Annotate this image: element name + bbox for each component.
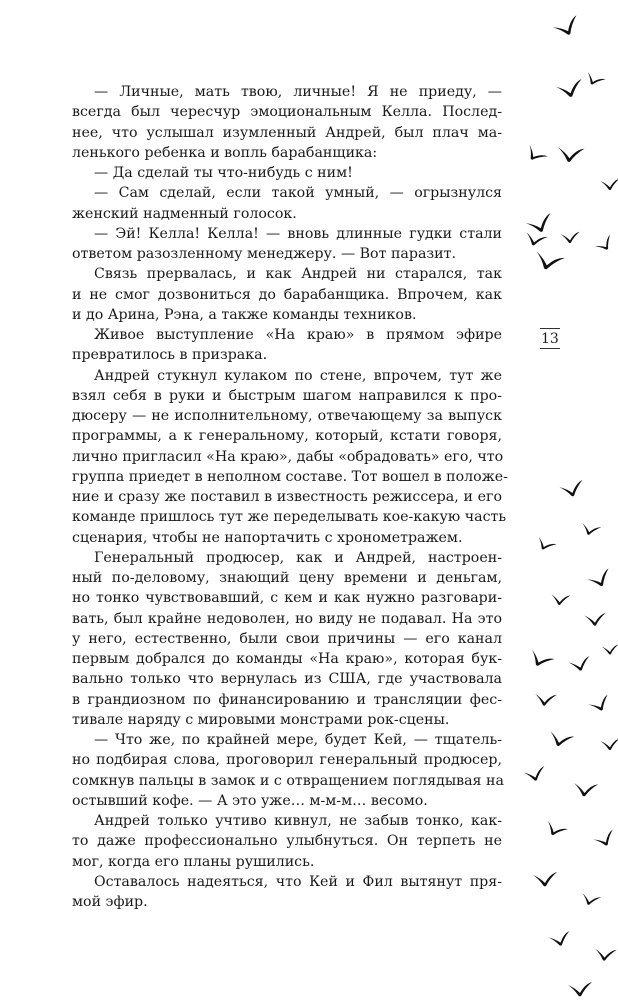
bird-icon [600,179,618,190]
bird-icon [533,872,557,886]
text-line: но подбирая слова, проговорил генеральный продюсер, [72,752,502,769]
bird-icon [552,15,582,39]
text-line: превратилось в призрака. [72,347,268,364]
text-line: — Личные, мать твою, личные! Я не приеду, — [94,84,502,100]
bird-icon [550,592,571,607]
text-line: в грандиозном по финансированию и трансляции фес- [72,691,502,708]
text-line: но тонко чувствовавший, с кем и как нужно разговари- [72,590,502,607]
page-number: 13 [540,328,560,349]
bird-icon [555,79,584,99]
bird-icon [548,931,572,947]
text-line: Генеральный продюсер, как и Андрей, настроен- [94,549,502,566]
bird-icon [602,644,618,654]
text-line: группа приедет в неполном составе. Тот вошел в положе- [72,468,508,485]
text-line: и до Арина, Рэна, а также команды техников. [72,306,417,323]
bird-icon [526,647,554,671]
text-line: — Сам сделай, если такой умный, — огрызнулся [94,185,502,202]
text-line: взял себя в руки и быстрым шагом направился к про- [72,387,502,404]
bird-icon [592,830,617,850]
bird-icon [583,70,605,90]
text-line: ленького ребенка и вопль барабанщика: [72,144,378,161]
bird-icon [584,613,606,626]
text-line: нее, что услышал изумленный Андрей, был плач ма- [72,124,502,141]
text-line: тивале наряду с мировыми монстрами рок-сцены. [72,711,450,728]
bird-icon [568,656,592,672]
bird-icon [568,982,592,996]
text-line: ответом разозленному менеджеру. — Вот паразит. [72,246,456,262]
bird-icon [523,230,548,250]
bird-icon [525,213,555,235]
body-text [72,82,508,912]
bird-icon [556,144,585,164]
bird-icon [532,248,565,274]
text-line: программы, а к генеральному, который, кстати говоря, [72,428,502,445]
text-line: первым добрался до команды «На краю», которая бук- [72,651,502,667]
text-line: — Да сделай ты что-нибудь с ним! [94,165,353,181]
text-line: ние и сразу же поставил в известность режиссера, и его [72,489,502,505]
text-line: дюсеру — не исполнительному, отвечающему за выпуск [72,408,502,424]
text-line: команде пришлось тут же переделывать кое-какую часть [72,509,507,526]
text-line: Живое выступление «На краю» в прямом эфире [94,327,502,343]
bird-icon [559,480,585,498]
text-line: — Эй! Келла! Келла! — вновь длинные гудки стали [94,225,502,242]
bird-icon [586,568,613,590]
text-line: всегда был чересчур эмоциональным Келла. Послед- [72,104,502,121]
text-line: остывший кофе. — А это уже… м-м-м… весомо. [72,792,428,809]
text-line: мой эфир. [72,894,148,910]
text-line: ный по-деловому, знающий цену времени и деньгам, [72,570,502,586]
bird-icon [593,235,615,255]
bird-icon [523,766,547,782]
bird-icon [560,232,579,243]
bird-icon [547,728,574,750]
bird-icon [600,739,618,750]
text-line: — Что же, по крайней мере, будет Кей, — тщатель- [94,732,502,748]
text-line: Оставалось надеяться, что Кей и Фил вытянут пря- [94,873,502,890]
text-line: сценария, чтобы не напортачить с хронометражем. [72,529,463,546]
text-line: вально только что вернулась из США, где участвовала [72,671,502,688]
text-line: мог, когда его планы рушились. [72,853,315,870]
bird-icon [593,946,617,962]
text-line: то даже профессионально улыбнуться. Он терпеть не [72,833,502,850]
text-line: вать, был крайне недоволен, но виду не подавал. На это [72,610,502,627]
text-line: Андрей только учтиво кивнул, не забыв тонко, как- [94,813,502,829]
bird-icon [579,891,601,908]
bird-icon [579,521,601,538]
text-line: женский надменный голосок. [72,205,297,222]
text-line: Андрей стукнул кулаком по стене, впрочем, тут же [94,367,502,384]
text-line: и не смог дозвониться до барабанщика. Впрочем, как [72,286,502,303]
bird-icon [534,535,556,555]
bird-icon [523,143,548,167]
bird-icon [533,691,557,707]
text-line: у него, естественно, были свои причины — его канал [72,630,502,647]
bird-icon [543,818,568,840]
bird-icon [587,695,612,715]
text-line: Связь прервалась, и как Андрей ни старался, так [94,266,502,283]
text-line: сомкнув пальцы в замок и с отвращением поглядывая на [72,772,504,789]
bird-icon [572,780,598,798]
text-line: лично пригласил «На краю», дабы «обрадовать» его, что [72,448,504,465]
